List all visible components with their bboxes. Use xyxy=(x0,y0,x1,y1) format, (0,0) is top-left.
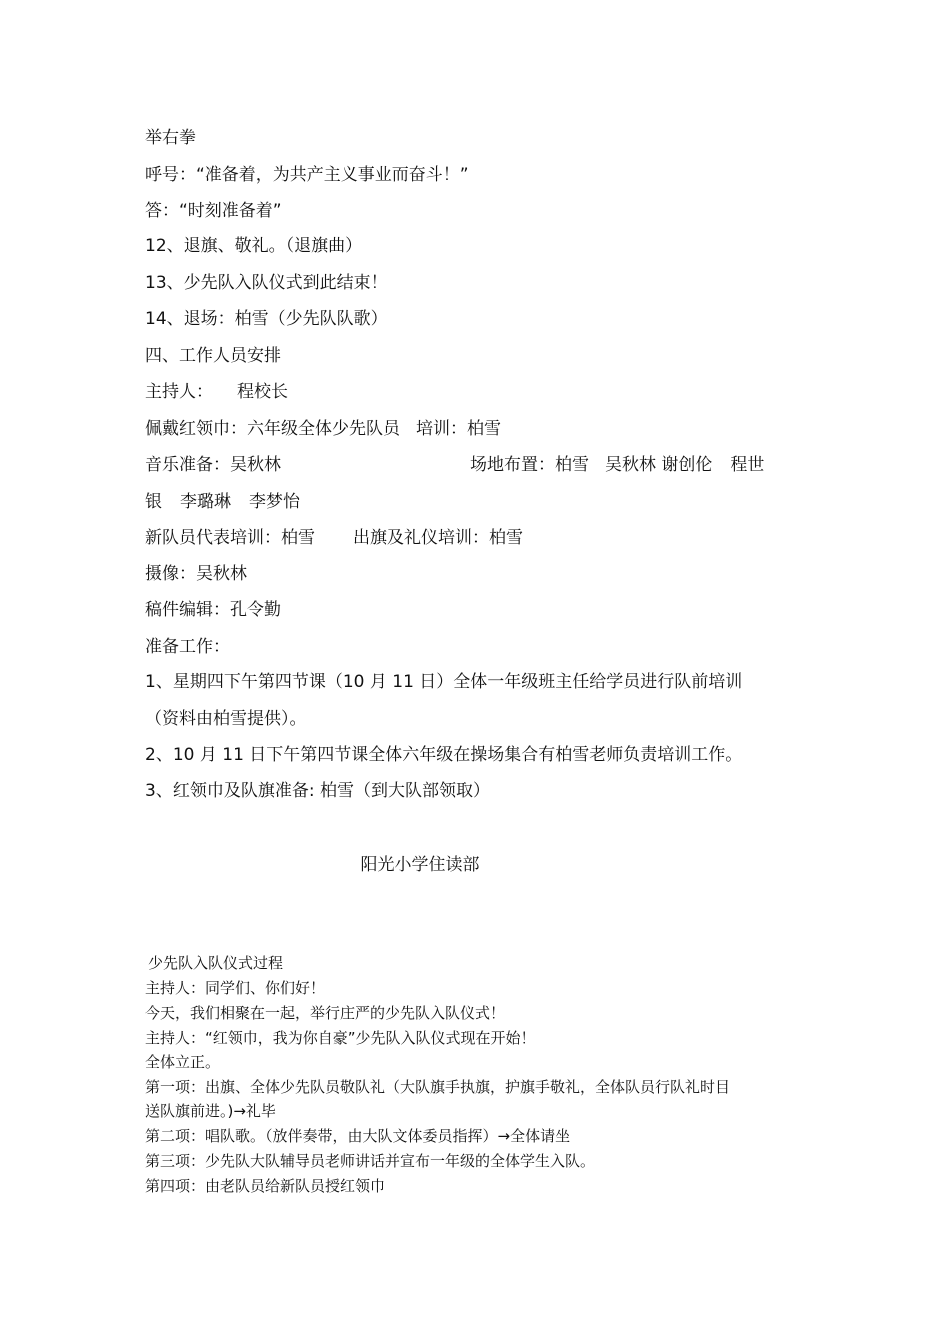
process-line: 第四项：由老队员给新队员授红领巾 xyxy=(145,1177,386,1195)
process-title: 少先队入队仪式过程 xyxy=(148,954,284,972)
music-text: 音乐准备：吴秋林 xyxy=(145,455,281,475)
music-line xyxy=(145,454,281,476)
host-line xyxy=(145,381,288,403)
name-fragment: 银 xyxy=(145,492,162,512)
name-item: 李璐琳 xyxy=(180,492,231,512)
prep-heading: 准备工作： xyxy=(145,637,230,657)
editor-line: 稿件编辑：孔令勤 xyxy=(145,600,281,620)
text-line: 举右拳 xyxy=(145,128,196,148)
text-line: 13、少先队入队仪式到此结束！ xyxy=(145,273,388,293)
process-line: 第二项：唱队歌。（放伴奏带，由大队文体委员指挥）→全体请坐 xyxy=(145,1127,571,1145)
prep-item-2: 2、10 月 11 日下午第四节课全体六年级在操场集合有柏雪老师负责培训工作。 xyxy=(145,745,743,765)
process-line: 第一项：出旗、全体少先队员敬队礼（大队旗手执旗，护旗手敬礼，全体队员行队礼时目 xyxy=(145,1078,731,1096)
text-line: 14、退场：柏雪（少先队队歌） xyxy=(145,309,388,329)
scarf-text: 佩戴红领巾：六年级全体少先队员 xyxy=(145,419,400,439)
venue-text: 场地布置：柏雪 xyxy=(470,455,589,475)
process-line: 第三项：少先队大队辅导员老师讲话并宣布一年级的全体学生入队。 xyxy=(145,1152,596,1170)
prep-item-1: 1、星期四下午第四节课（10 月 11 日）全体一年级班主任给学员进行队前培训 xyxy=(145,672,743,692)
host-value: 程校长 xyxy=(237,382,288,402)
names-continued xyxy=(145,491,300,513)
process-line: 全体立正。 xyxy=(145,1053,221,1071)
process-line: 送队旗前进。)→礼毕 xyxy=(145,1102,276,1120)
training-line xyxy=(145,527,523,549)
photo-line: 摄像：吴秋林 xyxy=(145,564,247,584)
text-line: 12、退旗、敬礼。（退旗曲） xyxy=(145,236,363,256)
prep-item-1-cont: （资料由柏雪提供）。 xyxy=(145,709,307,729)
school-name: 阳光小学住读部 xyxy=(360,855,480,875)
section-heading: 四、工作人员安排 xyxy=(145,346,281,366)
host-label: 主持人： xyxy=(145,382,213,402)
training-text: 新队员代表培训：柏雪 xyxy=(145,528,315,548)
venue-line xyxy=(470,454,764,476)
scarf-training: 培训：柏雪 xyxy=(416,419,501,439)
venue-names: 吴秋林 谢创伦 xyxy=(605,455,713,475)
process-line: 主持人：“红领巾，我为你自豪”少先队入队仪式现在开始！ xyxy=(145,1029,536,1047)
text-line: 答：“时刻准备着” xyxy=(145,201,282,221)
venue-names-end: 程世 xyxy=(730,455,765,475)
process-line: 今天，我们相聚在一起，举行庄严的少先队入队仪式！ xyxy=(145,1004,506,1022)
name-item: 李梦怡 xyxy=(249,492,300,512)
process-line: 主持人：同学们、你们好！ xyxy=(145,979,326,997)
prep-item-3: 3、红领巾及队旗准备: 柏雪（到大队部领取） xyxy=(145,781,490,801)
scarf-line xyxy=(145,418,501,440)
flag-training-text: 出旗及礼仪培训：柏雪 xyxy=(353,528,523,548)
text-line: 呼号：“准备着，为共产主义事业而奋斗！” xyxy=(145,165,469,185)
